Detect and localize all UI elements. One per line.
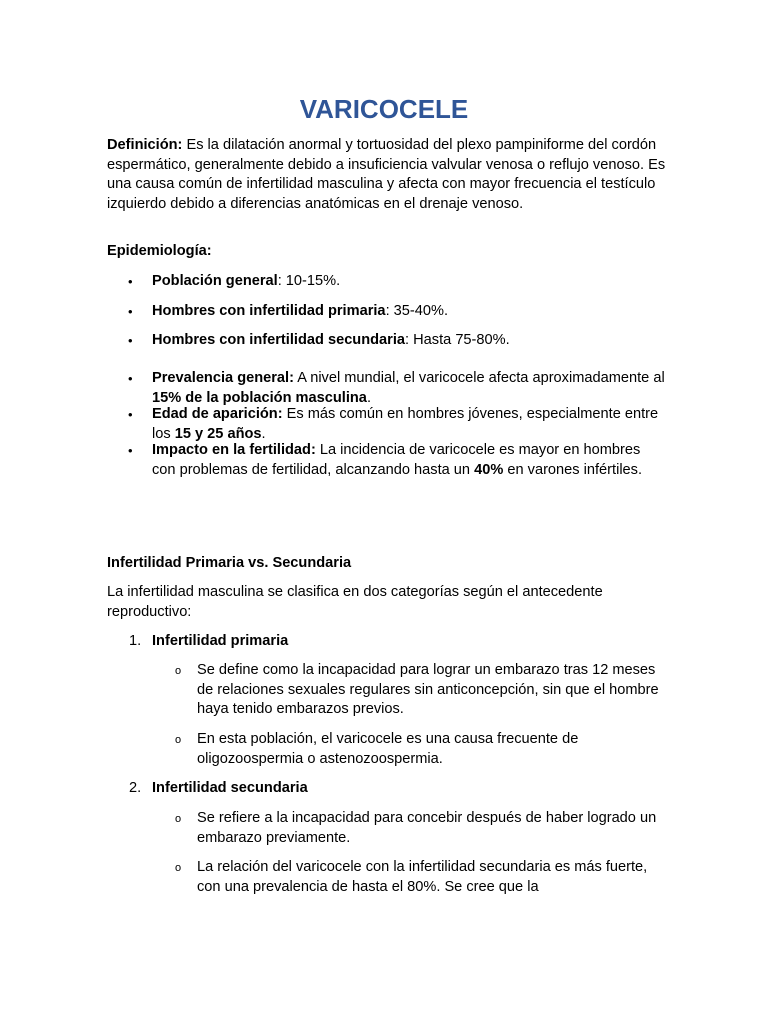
bullet-marker: • [128, 407, 133, 422]
infertility-intro: La infertilidad masculina se clasifica en dos categorías según el antecedente reproductivo: [107, 584, 603, 620]
item-text: : 35-40%. [385, 303, 449, 319]
item-label: Hombres con infertilidad secundaria [152, 332, 406, 348]
item-title: Infertilidad secundaria [152, 780, 308, 796]
item-label: Hombres con infertilidad primaria [152, 303, 386, 319]
bullet-marker: • [128, 371, 133, 386]
item-number: 2. [129, 780, 142, 796]
sub-bullet-marker: o [175, 734, 182, 746]
definition-text: Es la dilatación anormal y tortuosidad del plexo pampiniforme del cordón espermático, generalmente debido a insuficiencia valvular venosa o reflujo venoso. Es una causa común de infertilidad masculina y afecta con mayor frecuencia el testículo izquierdo debido a diferencias anatómicas en el drenaje venoso. [107, 137, 666, 212]
sub-item-text: La relación del varicocele con la infertilidad secundaria es más fuerte, con una prevalencia de hasta el 80%. Se cree que la [197, 859, 648, 895]
sub-bullet-marker: o [175, 813, 182, 825]
item-text: : Hasta 75-80%. [405, 332, 510, 348]
sub-bullet-marker: o [175, 862, 182, 874]
definition-paragraph [107, 136, 667, 214]
item-text: : 10-15%. [277, 273, 341, 289]
item-text: Es más común en hombres jóvenes, especialmente entre los [152, 406, 659, 442]
item-title: Infertilidad primaria [152, 633, 289, 649]
item-label: Población general [152, 273, 278, 289]
item-text: . [261, 425, 266, 442]
item-text: A nivel mundial, el varicocele afecta aproximadamente al [293, 370, 665, 386]
item-label: Prevalencia general: [152, 370, 294, 386]
item-number: 1. [129, 633, 142, 649]
bullet-marker: • [128, 443, 133, 458]
item-emphasis: 15% de la población masculina [152, 389, 367, 406]
item-text: La incidencia de varicocele es mayor en hombres con problemas de fertilidad, alcanzando hasta un [152, 442, 641, 478]
sub-item-text: Se refiere a la incapacidad para concebir después de haber logrado un embarazo previamente. [197, 810, 657, 846]
sub-item-text: En esta población, el varicocele es una causa frecuente de oligozoospermia o astenozoospermia. [197, 731, 579, 767]
item-emphasis: 15 y 25 años [174, 425, 262, 442]
sub-item-text: Se define como la incapacidad para lograr un embarazo tras 12 meses de relaciones sexuales regulares sin anticoncepción, sin que el hombre haya tenido embarazos previos. [197, 662, 659, 718]
sub-bullet-marker: o [175, 665, 182, 677]
bullet-marker: • [128, 304, 133, 319]
item-label: Edad de aparición: [152, 406, 283, 422]
infertility-heading: Infertilidad Primaria vs. Secundaria [107, 555, 352, 571]
item-label: Impacto en la fertilidad: [152, 442, 316, 458]
bullet-marker: • [128, 333, 133, 348]
item-text: en varones infértiles. [503, 461, 643, 478]
epidemiology-heading: Epidemiología: [107, 243, 212, 259]
item-text: . [366, 389, 371, 406]
document-title: VARICOCELE [299, 94, 469, 124]
definition-label: Definición: [107, 137, 183, 153]
item-emphasis: 40% [474, 461, 504, 478]
bullet-marker: • [128, 274, 133, 289]
